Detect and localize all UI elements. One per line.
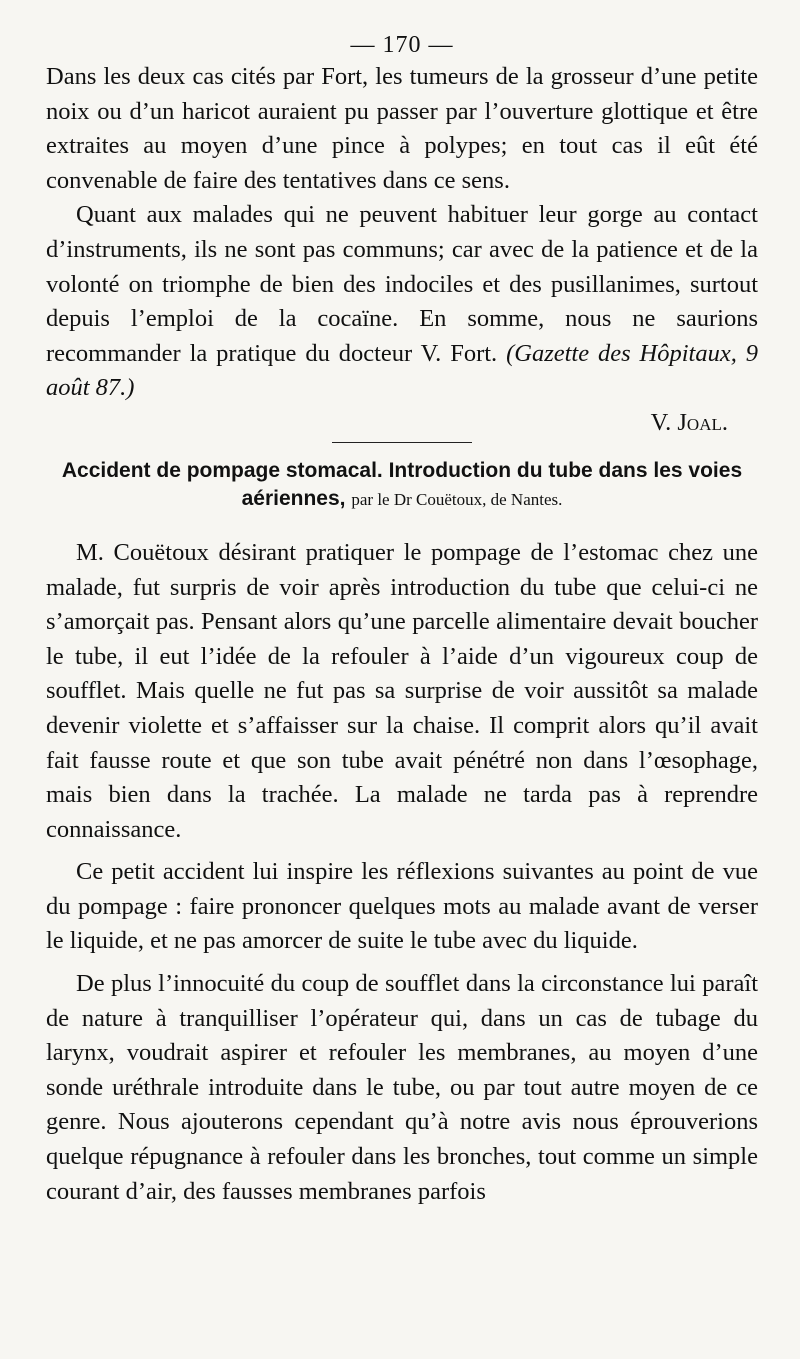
paragraph-instruments [46,198,758,406]
paragraph-instruments-text: Quant aux malades qui ne peuvent habituer leur gorge au contact d’instruments, ils ne sont pas communs; car avec de la patience et de la volonté on triomphe de bien des indociles et des pusillanimes, surtout depuis l’emploi de la cocaïne. En somme, nous ne saurions recommander la pratique du docteur V. Fort. [46,201,758,367]
section-heading-byline: par le Dr Couëtoux, de Nantes. [351,489,563,509]
paragraph-innocuity: De plus l’innocuité du coup de soufflet dans la circonstance lui paraît de nature à tranquilliser l’opérateur qui, dans un cas de tubage du larynx, voudrait aspirer et refouler les membranes, au moyen d’une sonde uréthrale introduite dans le tube, ou par tout autre moyen de ce genre. Nous ajouterons cependant qu’à notre avis nous éprouverions quelque répugnance à refouler dans les bronches, tout comme un simple courant d’air, des fausses membranes parfois [46,970,758,1205]
paragraph-reflections: Ce petit accident lui inspire les réflexions suivantes au point de vue du pompage : faire prononcer quelques mots au malade avant de verser le liquide, et ne pas amorcer de suite le tube avec du liquide. [46,858,758,955]
section-heading-title: Accident de pompage stomacal. Introduction du tube dans les voies aériennes, [61,458,743,510]
section-divider [332,442,472,443]
page-number: — 170 — [350,32,454,58]
signature [46,406,758,440]
signature-text: V. Joal. [650,408,728,436]
citation: (Gazette des Hôpitaux, 9 août 87.) [46,339,759,402]
paragraph-incident: M. Couëtoux désirant pratiquer le pompage de l’estomac chez une malade, fut surpris de voir après introduction du tube que celui-ci ne s’amorçait pas. Pensant alors qu’une parcelle alimentaire devait boucher le tube, il eut l’idée de la refouler à l’aide d’un vigoureux coup de soufflet. Mais quelle ne fut pas sa surprise de voir aussitôt sa malade devenir violette et s’affaisser sur la chaise. Il comprit alors qu’il avait fait fausse route et que son tube avait pénétré non dans l’œsophage, mais bien dans la trachée. La malade ne tarda pas à reprendre connaissance. [46,538,758,843]
section-heading [46,457,758,514]
paragraph-fort-cases: Dans les deux cas cités par Fort, les tumeurs de la grosseur d’une petite noix ou d’un haricot auraient pu passer par l’ouverture glottique et être extraites au moyen d’une pince à polypes; en tout cas il eût été convenable de faire des tentatives dans ce sens. [46,63,758,194]
